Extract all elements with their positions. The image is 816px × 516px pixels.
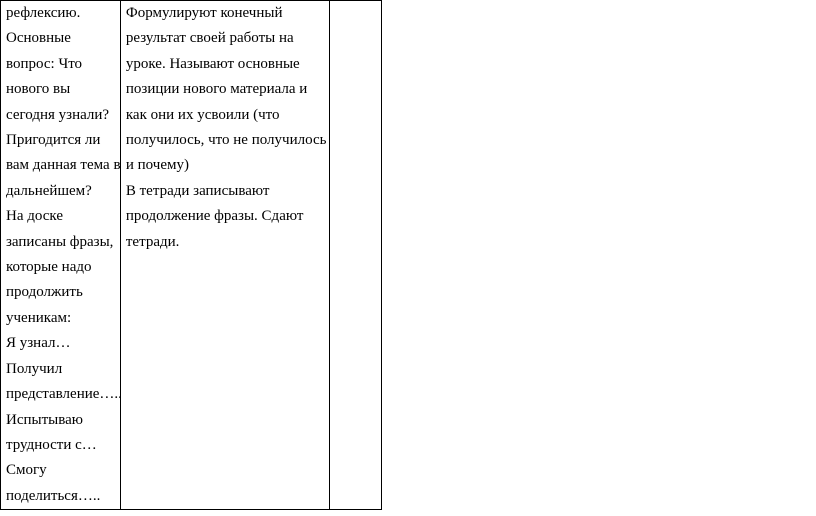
- text-line: Формулируют конечный: [125, 5, 283, 21]
- text-line: нового вы: [6, 81, 71, 98]
- text-line: Пригодится ли: [6, 132, 101, 149]
- text-line: уроке. Называют основные: [125, 55, 300, 72]
- text-line: вопрос: Что: [6, 55, 83, 72]
- text-line: поделиться…..: [6, 487, 101, 504]
- student-activity-cell: [120, 1, 329, 510]
- lesson-plan-table: [0, 0, 382, 510]
- text-line: рефлексию.: [6, 5, 81, 21]
- empty-cell: [330, 1, 382, 510]
- text-line: сегодня узнали?: [6, 106, 110, 123]
- text-line: представление…..: [6, 386, 122, 403]
- text-line: продолжить: [6, 284, 83, 301]
- text-line: Получил: [6, 360, 63, 377]
- text-line: Я узнал…: [6, 335, 71, 352]
- text-line: дальнейшем?: [6, 182, 92, 199]
- teacher-activity-cell: [1, 1, 121, 510]
- table-row: [1, 1, 382, 510]
- text-line: Испытываю: [6, 411, 83, 428]
- text-line: Основные: [6, 30, 71, 47]
- text-line: Смогу: [6, 462, 47, 479]
- text-line: получилось, что не получилось: [125, 132, 327, 149]
- text-line: результат своей работы на: [125, 30, 294, 47]
- text-line: позиции нового материала и: [125, 81, 308, 98]
- text-line: которые надо: [6, 259, 92, 276]
- text-line: ученикам:: [6, 309, 72, 326]
- text-line: продолжение фразы. Сдают: [125, 208, 304, 225]
- text-line: тетради.: [125, 233, 180, 250]
- text-line: как они их усвоили (что: [125, 106, 280, 123]
- text-line: На доске: [6, 208, 63, 225]
- text-line: В тетради записывают: [125, 182, 270, 199]
- text-line: и почему): [125, 157, 189, 174]
- text-line: записаны фразы,: [6, 233, 114, 250]
- text-line: вам данная тема в: [6, 157, 121, 174]
- text-line: трудности с…: [6, 436, 97, 453]
